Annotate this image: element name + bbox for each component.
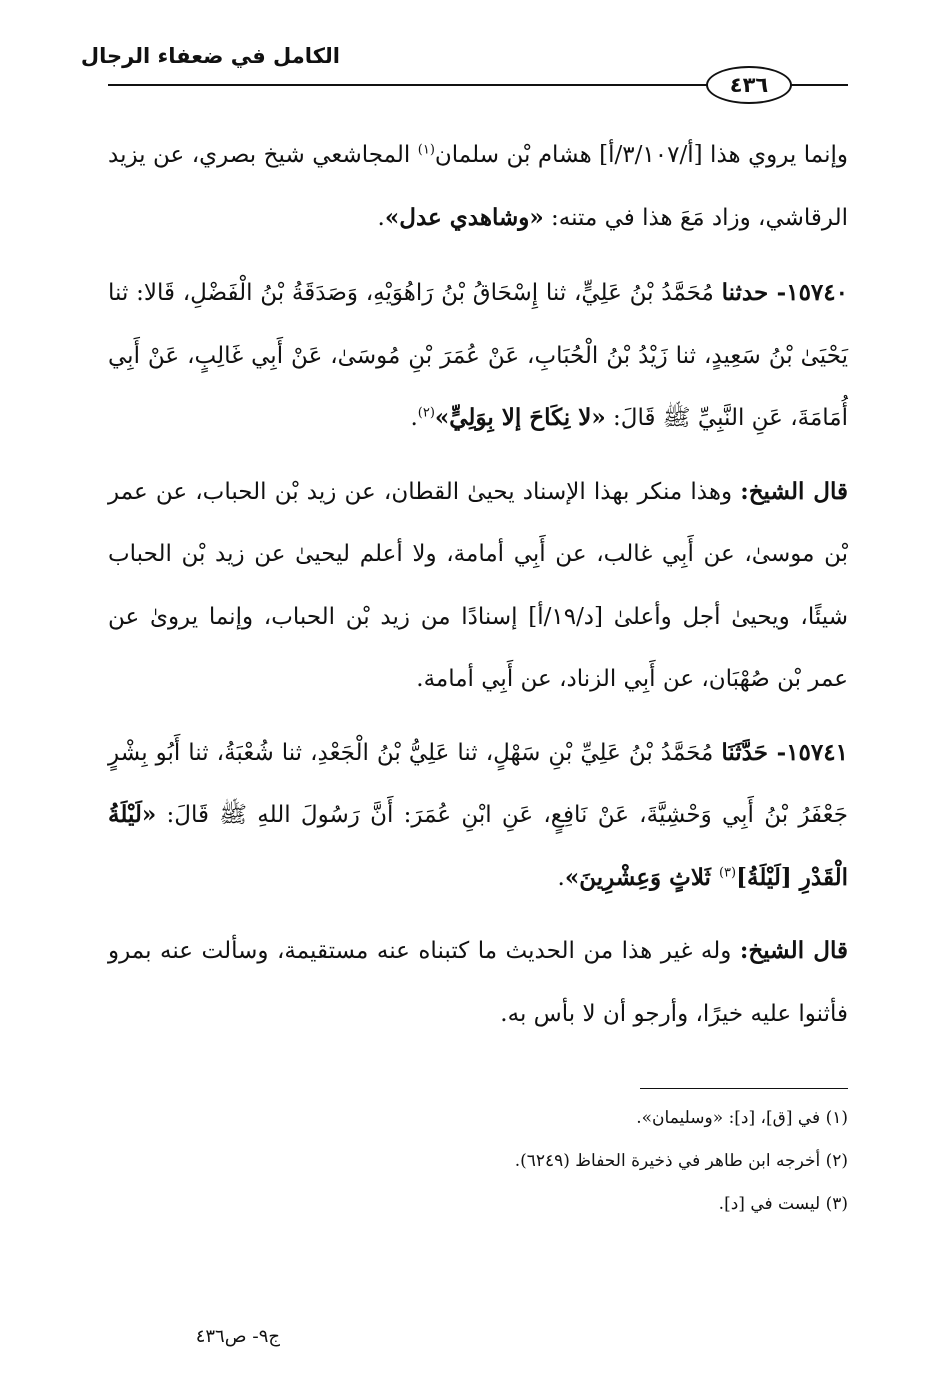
paragraph-text: وإنما يروي هذا [أ/٣/١٠٧/أ] هشام بْن سلمان bbox=[434, 142, 848, 168]
main-text bbox=[108, 124, 848, 1056]
matn-quote: «لا نِكَاحَ إلا بِوَلِيٍّ» bbox=[434, 404, 606, 431]
footnote-ref-2: (٢) bbox=[417, 405, 435, 421]
comment-text: وله غير هذا من الحديث ما كتبناه عنه مستقيمة، وسألت عنه بمرو فأثنوا عليه خيرًا، وأرجو أن لا بأس به. bbox=[108, 938, 848, 1027]
matn-quote: «وشاهدي عدل» bbox=[384, 203, 544, 231]
sheikh-label: قال الشيخ: bbox=[740, 477, 848, 505]
matn-quote-end: ثَلاثٍ وَعِشْرِينَ» bbox=[564, 863, 719, 891]
volume-page-reference: ج٩- ص٤٣٦ bbox=[195, 1326, 280, 1347]
page-number: ٤٣٦ bbox=[706, 66, 792, 104]
sheikh-comment-1 bbox=[108, 461, 848, 711]
paragraph-end: . bbox=[377, 204, 385, 231]
paragraph-end: . bbox=[410, 405, 418, 431]
running-title: الكامل في ضعفاء الرجال bbox=[80, 44, 340, 68]
footnote-1: (١) في [ق]، [د]: «وسليمان». bbox=[636, 1108, 848, 1128]
sheikh-label: قال الشيخ: bbox=[739, 937, 848, 964]
hadith-15740 bbox=[108, 262, 848, 450]
comment-text: وهذا منكر بهذا الإسناد يحيىٰ القطان، عن زيد بْن الحباب، عن عمر بْن موسىٰ، عن أَبِي غالب، عن أَبِي أمامة، ولا أعلم ليحيىٰ عن زيد بْن الحباب شيئًا، ويحيىٰ أجل وأعلىٰ [د/١٩/أ] إسنادًا من زيد بْن الحباب، وإنما يروىٰ عن عمر بْن صُهْبَان، عن أَبِي الزناد، عن أَبِي أمامة. bbox=[108, 478, 848, 692]
footnote-3: (٣) ليست في [د]. bbox=[718, 1194, 848, 1214]
footnote-rule bbox=[640, 1088, 848, 1089]
paragraph-end: . bbox=[557, 864, 565, 891]
footnotes bbox=[108, 1097, 848, 1226]
hadith-15741 bbox=[108, 722, 848, 910]
footnote-ref-1: (١) bbox=[417, 142, 435, 158]
paragraph-intro bbox=[108, 124, 848, 249]
footnote-ref-3: (٣) bbox=[718, 864, 737, 880]
hadith-number: ١٥٧٤١- حَدَّثَنَا bbox=[721, 738, 848, 766]
sheikh-comment-2 bbox=[108, 920, 848, 1045]
hadith-number: ١٥٧٤٠- حدثنا bbox=[721, 279, 848, 306]
matn-quote: «لَيْلَةُ الْقَدْرِ [لَيْلَةُ] bbox=[108, 801, 848, 891]
isnad-text: مُحَمَّدُ بْنُ عَلِيِّ بْنِ سَهْلٍ، ثنا عَلِيُّ بْنُ الْجَعْدِ، ثنا شُعْبَةُ، ثنا أَبُو بِشْرٍ جَعْفَرُ بْنُ أَبِي وَحْشِيَّةَ، عَنْ نَافِعٍ، عَنِ ابْنِ عُمَرَ: أَنَّ رَسُولَ اللهِ ﷺ قَالَ: bbox=[108, 739, 848, 828]
footnote-2: (٢) أخرجه ابن طاهر في ذخيرة الحفاظ (٦٢٤٩). bbox=[514, 1151, 848, 1171]
paragraph-text: المجاشعي شيخ بصري، عن يزيد الرقاشي، وزاد مَعَ هذا في متنه: bbox=[108, 142, 848, 231]
isnad-text: مُحَمَّدُ بْنُ عَلِيٍّ، ثنا إِسْحَاقُ بْنُ رَاهُوَيْهِ، وَصَدَقَةُ بْنُ الْفَضْلِ، قَالا: ثنا يَحْيَىٰ بْنُ سَعِيدٍ، ثنا زَيْدُ بْنُ الْحُبَابِ، عَنْ عُمَرَ بْنِ مُوسَىٰ، عَنْ أَبِي غَالِبٍ، عَنْ أَبِي أُمَامَةَ، عَنِ النَّبِيِّ ﷺ قَالَ: bbox=[108, 280, 848, 431]
